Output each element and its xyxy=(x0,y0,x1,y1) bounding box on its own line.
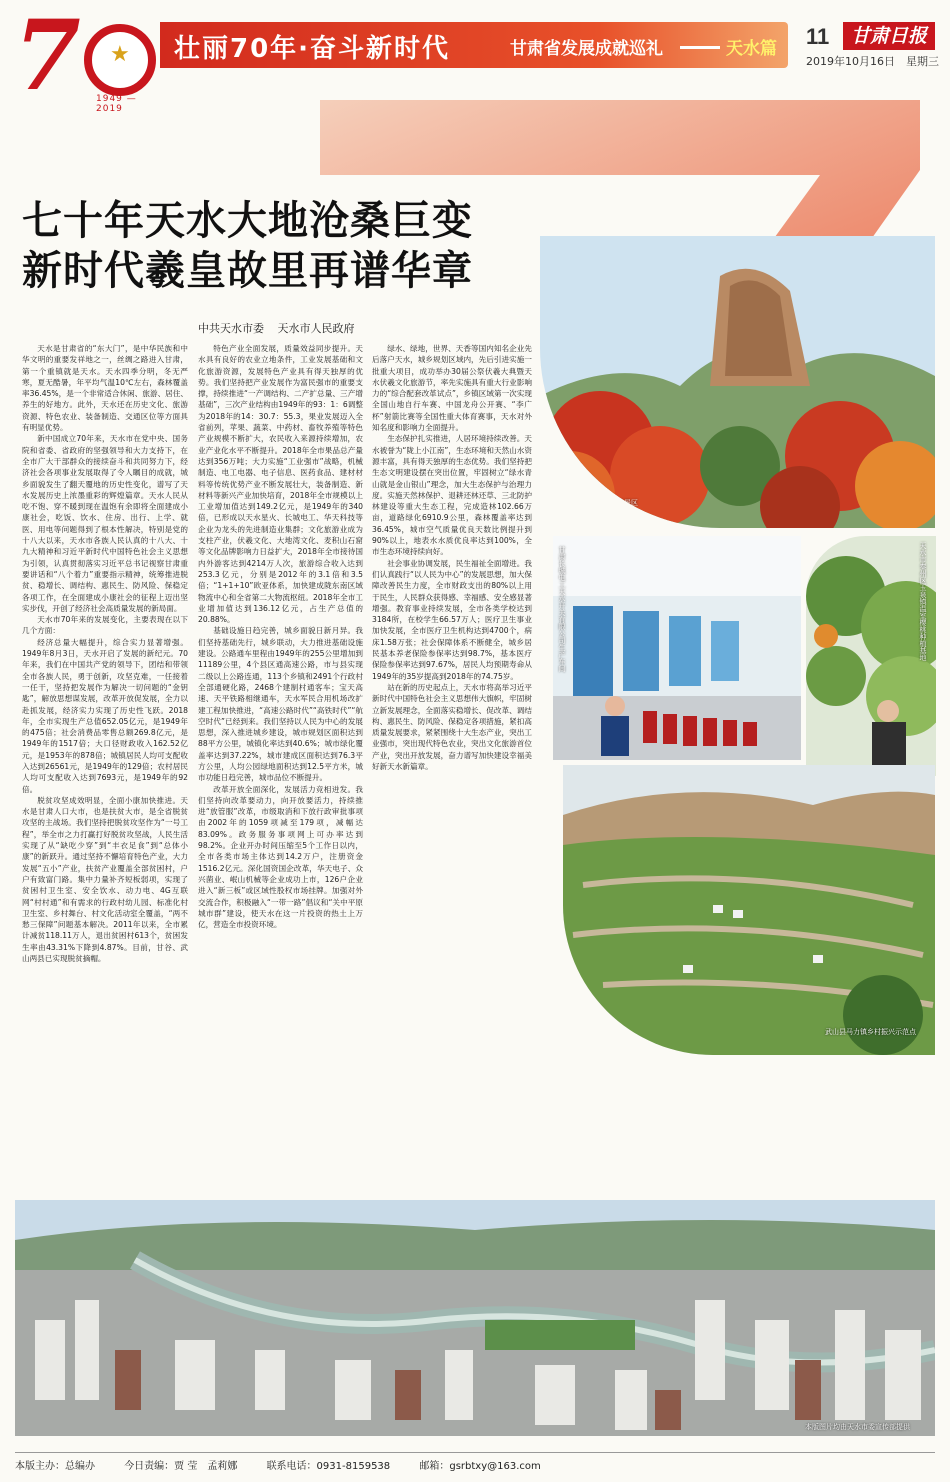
article-column-1 xyxy=(22,343,188,1215)
paragraph: 经济总量大幅提升，综合实力显著增强。1949年8月3日，天水开启了发展的新纪元。70年来，我们在中国共产党的领导下，团结和带领全市各族人民，勇于创新，攻坚克难，一任接着一任干，坚持把发展作为解决一切问题的“金钥匙”，解放思想谋发展，改革开放促发展，全力以赴抓发展，经济实力实现了历史性飞跃。2018年，全市实现生产总值652.05亿元，是1949年的475倍；社会消费品零售总额269.8亿元，是1949年的1517倍；大口径财政收入162.52亿元，是1953年的878倍；城镇居民人均可支配收入达到26561元，是1949年的129倍；农村居民人均可支配收入达到7693元，是1949年的92倍。 xyxy=(22,637,188,794)
photo-caption: 武山县马力镇乡村振兴示范点 xyxy=(825,1028,916,1036)
banner-city: 天水篇 xyxy=(726,39,777,59)
photo-caption: 天水市麦积山风景区 xyxy=(575,499,638,507)
paragraph: 绿水、绿地，世界、天香等国内知名企业先后落户天水，城乡规划区域内，先后引进实施一批重大项目，成功举办30届公祭伏羲大典暨天水伏羲文化旅游节，率先实施具有重大行业影响力的“综合配套改革试点”，乡镇区域第一次实现全国山地自行车赛、中国龙舟公开赛、“李广杯”射箭比赛等全国性重大体育赛事，天水对外知名度和影响力全面提升。 xyxy=(372,344,532,433)
photo-caption-vertical: 甘肃长城电工天水开关有限公司生产车间 xyxy=(558,546,566,672)
footer-editor: 本版主办：总编办 xyxy=(15,1461,95,1472)
page-footer xyxy=(15,1452,935,1474)
photo-city-panorama xyxy=(15,1200,935,1436)
photo-greenhouse xyxy=(806,536,936,776)
paragraph: 特色产业全面发展，质量效益同步提升。天水具有良好的农业立地条件，工业发展基础和文化旅游资源，发展特色产业具有得天独厚的优势。我们坚持把产业发展作为富民强市的重要支撑，持续推进“一产调结构、二产扩总量、三产增基础”，三次产业结构由1949年的93：1：6调整为2018年的14：30.7：55.3，果业发展迈入全省前列，苹果、蔬菜、中药材、畜牧养殖等特色产业规模不断扩大，农民收入来源持续增加，农业产业化水平不断提升。2018年全市果品总产量达到356万吨；大力实施“工业强市”战略，机械制造、电工电器、电子信息、医药食品、建材材料等传统优势产业不断发展壮大，装备制造、新材料等新兴产业加快培育，2018年全市规模以上工业增加值达到149.2亿元，是1949年的340倍，已形成以天水星火、长城电工、华天科技等企业为龙头的先进制造业集群；文化旅游业成为支柱产业，伏羲文化、大地湾文化、麦积山石窟等文化品牌影响力日益扩大，2018年全市接待国内外游客达到4214万人次，旅游综合收入达到253.3亿元，分别是2012年的3.1倍和3.5倍；“1+1+10”欧亚体系，加快建成陇东南区域物流中心和全省第二大物流枢纽。2018年全市工业增加值达到136.12亿元，占生产总值的20.88%。 xyxy=(198,344,363,625)
newspaper-logo: 甘肃日报 xyxy=(843,22,935,50)
paragraph: 天水是甘肃省的“东大门”，是中华民族和中华文明的重要发祥地之一，丝绸之路进入甘肃，第一个重镇就是天水。天水四季分明，冬无严寒，夏无酷暑，年平均气温10℃左右，森林覆盖率36.45%，是一个非常适合休闲、旅游、居住、养生的好地方。此外，天水还在历史文化、旅游资源、特色农业、装备制造、交通区位等方面具有明显优势。 xyxy=(22,344,188,433)
paragraph: 社会事业协调发展，民生福祉全面增进。我们认真践行“以人民为中心”的发展思想，加大保障改善民生力度，全市财政支出的80%以上用于民生，人民群众获得感、幸福感、安全感显著增强。教育事业持续发展，全市各类学校达到3184所，在校学生66.57万人；医疗卫生事业加快发展，全市医疗卫生机构达到4700个，病床1.58万张；社会保障体系不断健全，城乡居民基本养老保险参保率达到98.7%，基本医疗保险参保率达到97.67%，居民人均预期寿命从1949年的35岁提高到2018年的74.75岁。 xyxy=(372,558,532,681)
headline-line-2: 新时代羲皇故里再谱华章 xyxy=(22,248,473,294)
paragraph: 基础设施日趋完善，城乡面貌日新月异。我们坚持基础先行，城乡联动，大力推进基础设施建设。公路通车里程由1949年的255公里增加到11189公里，4个县区通高速公路，市与县实现二级以上公路连通，113个乡镇和2491个行政村全部通硬化路，2468个建制村通客车；宝天高速、天平铁路相继通车，天水军民合用机场改扩建工程加快推进，“高速公路时代”“高铁时代”“航空时代”已经到来。我们坚持以人民为中心的发展思想，深入推进城乡建设，城市规划区面积达到88平方公里，城镇化率达到40.6%；城市绿化覆盖率达到37.22%，城市建成区面积达到76.3平方公里，人均公园绿地面积达到12.5平方米，城市功能日趋完善，城市品位不断提升。 xyxy=(198,626,363,783)
banner-dash xyxy=(680,46,720,49)
banner-main-title: 壮丽70年·奋斗新时代 xyxy=(174,34,451,64)
paragraph: 站在新的历史起点上，天水市将高举习近平新时代中国特色社会主义思想伟大旗帜，牢固树立新发展理念，全面落实稳增长、促改革、调结构、惠民生、防风险、保稳定各项措施，紧扣高质量发展要求，紧紧围绕十大生态产业，突出工业强市，突出现代特色农业，突出文化旅游首位产业，突出开放发展，奋力谱写加快建设幸福美好新天水新篇章。 xyxy=(372,682,532,771)
footer-duty-editor: 今日责编：贾 莹 孟莉娜 xyxy=(124,1461,238,1472)
paragraph: 新中国成立70年来，天水市在党中央、国务院和省委、省政府的坚强领导和大力支持下，在全市广大干部群众的接续奋斗和共同努力下，经济社会各项事业发展取得了令人瞩目的成就，城乡面貌发生了翻天覆地的历史性变化，谱写了天水发展历史上浓墨重彩的辉煌篇章。天水人民从吃不饱、穿不暖到现在温饱有余即将全面建成小康社会，吃饭、饮水、住房、出行、上学、就医、用电等问题得到了根本性解决，特别是党的十八大以来，天水市各族人民认真的十八大、十九大精神和习近平新时代中国特色社会主义思想为引领，认真贯彻落实习近平总书记视察甘肃重要讲话和“八个着力”重要指示精神，统筹推进脱贫、稳增长、调结构、惠民生、防风险、保稳定各项工作，在全面建成小康社会的征程上迈出坚实步伐，开创了经济社会高质量发展的新局面。 xyxy=(22,434,188,613)
footer-phone: 联系电话：0931-8159538 xyxy=(266,1461,391,1472)
photo-maijishan-scenery xyxy=(540,236,935,528)
byline-org-2: 天水市人民政府 xyxy=(277,322,355,335)
anniversary-badge: 7 ★ 1949 — 2019 xyxy=(14,8,164,103)
byline xyxy=(198,320,355,336)
footer-email: 邮箱：gsrbtxy@163.com xyxy=(419,1461,541,1472)
badge-years: 1949 — 2019 xyxy=(96,94,137,114)
headline-line-1: 七十年天水大地沧桑巨变 xyxy=(22,198,473,244)
section-banner xyxy=(160,22,788,68)
national-emblem-icon: ★ xyxy=(84,24,156,96)
paragraph: 脱贫攻坚成效明显，全面小康加快推进。天水是甘肃人口大市，也是扶贫大市，是全省脱贫攻坚的主战场。我们坚持把脱贫攻坚作为“一号工程”，举全市之力打赢打好脱贫攻坚战，人民生活实现了从“缺吃少穿”到“丰衣足食”到“总体小康”的新跃升。通过坚持不懈培育特色产业，大力发展“五小”产业，扶贫产业覆盖全部贫困村，户户有致富门路。集中力量补齐短板弱项，实现了贫困村卫生室、安全饮水、动力电、4G互联网“村村通”和有需求的行政村幼儿园、标准化村卫生室、乡村舞台、村文化活动室全覆盖，“两不愁三保障”问题基本解决。2011年以来，全市累计减贫118.11万人，退出贫困村613个，贫困发生率由43.31%下降到4.87%。目前，甘谷、武山两县已实现脱贫摘帽。 xyxy=(22,795,188,964)
issue-date: 2019年10月16日 星期三 xyxy=(806,55,939,68)
banner-subtitle: 甘肃省发展成就巡礼 xyxy=(510,39,663,59)
page-number: 11 xyxy=(806,24,830,49)
paragraph: 生态保护扎实推进，人居环境持续改善。天水被誉为“陇上小江南”，生态环境和天然山水资源丰富，具有得天独厚的生态优势。我们坚持把生态文明建设摆在突出位置，牢固树立“绿水青山就是金山银山”理念，加大生态保护与治理力度。实施天然林保护、退耕还林还草、三北防护林建设等重大生态工程，完成造林102.66万亩，道路绿化6910.9公里，森林覆盖率达到36.45%，城市空气质量优良天数比例提升到90%以上，地表水水质优良率达到100%，全市生态环境持续向好。 xyxy=(372,434,532,557)
photo-credit: 本版图片均由天水市委宣传部提供 xyxy=(805,1423,910,1431)
photo-caption-vertical: 天水市秦州区玉泉镇温室樱桃种植基地 xyxy=(919,542,927,661)
photo-terraced-village xyxy=(563,765,935,1055)
article-headline xyxy=(22,196,542,296)
paragraph: 改革开放全面深化，发展活力竞相迸发。我们坚持向改革要动力，向开放要活力，持续推进“放管服”改革，市级取消和下放行政审批事项由2002年的1059项减至179项，减幅达83.09%。政务服务事项网上可办率达到98.2%。企业开办时间压缩至5个工作日以内，全市各类市场主体达到14.2万户，注册资金1516.2亿元。深化国资国企改革，华天电子、众兴菌业、岷山机械等企业成功上市，126户企业进入“新三板”或区域性股权市场挂牌。加强对外交流合作，积极融入“一带一路”倡议和“关中平原城市群”建设，使天水在这一片投资的热土上万亿，营造全市投资环境。 xyxy=(198,784,363,930)
article-column-2 xyxy=(198,343,363,1215)
byline-org-1: 中共天水市委 xyxy=(198,322,264,335)
photo-factory-workshop xyxy=(553,536,801,760)
paragraph: 天水市70年来的发展变化，主要表现在以下几个方面： xyxy=(22,615,188,636)
article-column-3 xyxy=(372,343,532,1215)
